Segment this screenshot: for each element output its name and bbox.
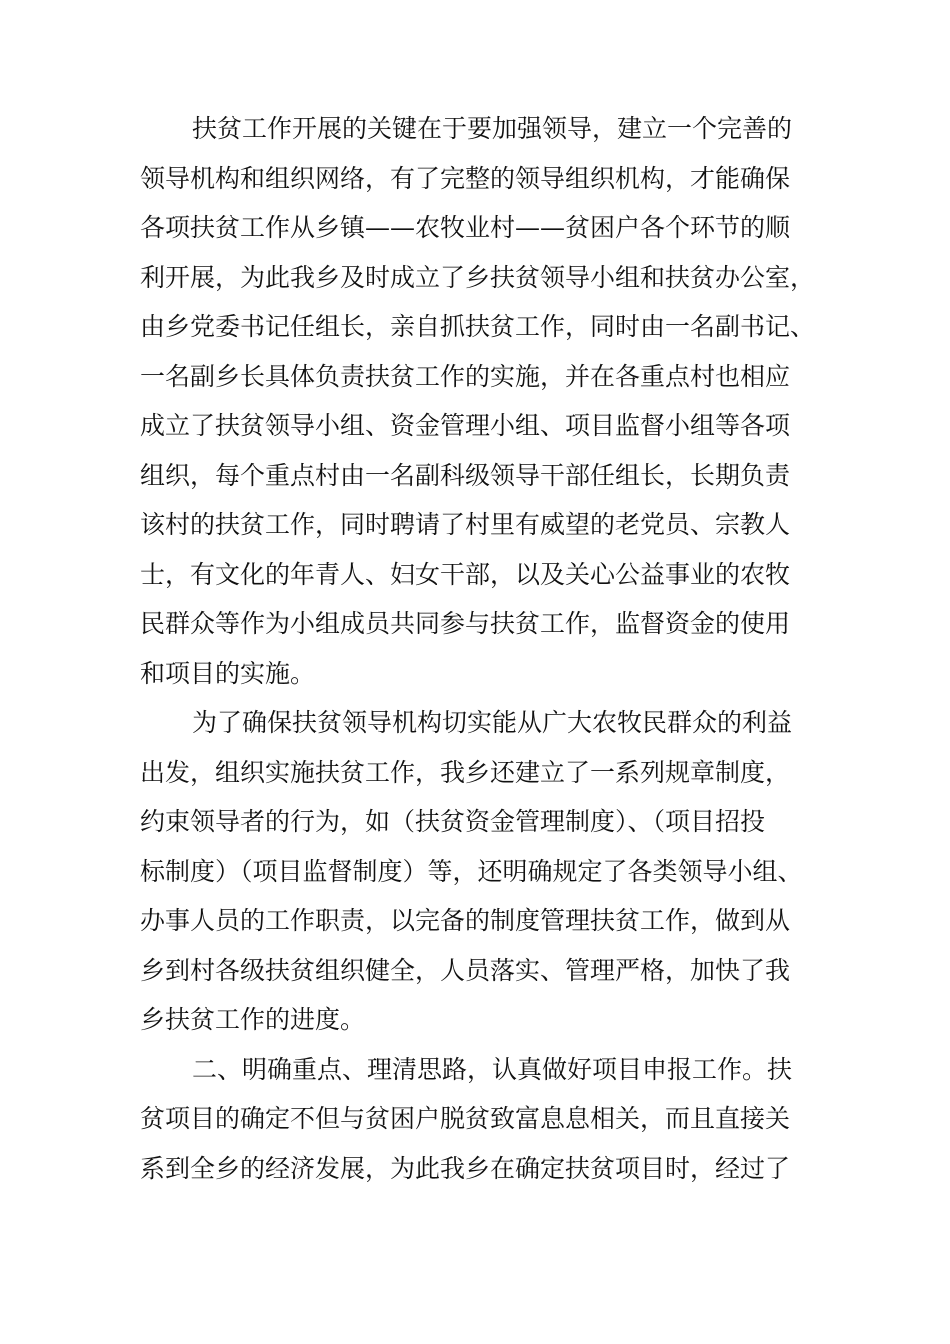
text-line: 出发，组织实施扶贫工作，我乡还建立了一系列规章制度， xyxy=(140,757,791,787)
paragraph-2 xyxy=(140,698,820,1045)
text-line: 利开展，为此我乡及时成立了乡扶贫领导小组和扶贫办公室， xyxy=(140,262,816,292)
text-line: 领导机构和组织网络，有了完整的领导组织机构，才能确保 xyxy=(140,163,791,193)
text-line: 民群众等作为小组成员共同参与扶贫工作，监督资金的使用 xyxy=(140,609,791,638)
text-line: 贫项目的确定不但与贫困户脱贫致富息息相关，而且直接关 xyxy=(140,1104,791,1133)
paragraph-3 xyxy=(140,1045,820,1194)
text-line: 士，有文化的年青人、妇女干部，以及关心公益事业的农牧 xyxy=(140,559,791,589)
text-line: 各项扶贫工作从乡镇——农牧业村——贫困户各个环节的顺 xyxy=(140,213,791,242)
text-line: 组织，每个重点村由一名副科级领导干部任组长，长期负责 xyxy=(140,460,791,490)
text-line: 一名副乡长具体负责扶贫工作的实施，并在各重点村也相应 xyxy=(140,361,791,391)
text-line: 扶贫工作开展的关键在于要加强领导，建立一个完善的 xyxy=(192,114,793,143)
text-line: 乡到村各级扶贫组织健全，人员落实、管理严格，加快了我 xyxy=(140,955,791,985)
text-line: 为了确保扶贫领导机构切实能从广大农牧民群众的利益 xyxy=(192,708,793,737)
text-line: 和项目的实施。 xyxy=(140,658,316,688)
text-line: 系到全乡的经济发展，为此我乡在确定扶贫项目时，经过了 xyxy=(140,1153,791,1183)
text-line: 成立了扶贫领导小组、资金管理小组、项目监督小组等各项 xyxy=(140,411,791,440)
paragraph-1 xyxy=(140,104,820,698)
text-line: 该村的扶贫工作，同时聘请了村里有威望的老党员、宗教人 xyxy=(140,510,791,539)
text-line: 由乡党委书记任组长，亲自抓扶贫工作，同时由一名副书记、 xyxy=(140,312,816,341)
document-body xyxy=(140,104,820,1193)
text-line: 乡扶贫工作的进度。 xyxy=(140,1005,366,1034)
text-line: 标制度）（项目监督制度）等，还明确规定了各类领导小组、 xyxy=(140,856,803,886)
text-line: 二、明确重点、理清思路，认真做好项目申报工作。扶 xyxy=(192,1054,793,1084)
text-line: 约束领导者的行为，如（扶贫资金管理制度）、（项目招投 xyxy=(140,807,766,836)
text-line: 办事人员的工作职责，以完备的制度管理扶贫工作，做到从 xyxy=(140,906,791,935)
